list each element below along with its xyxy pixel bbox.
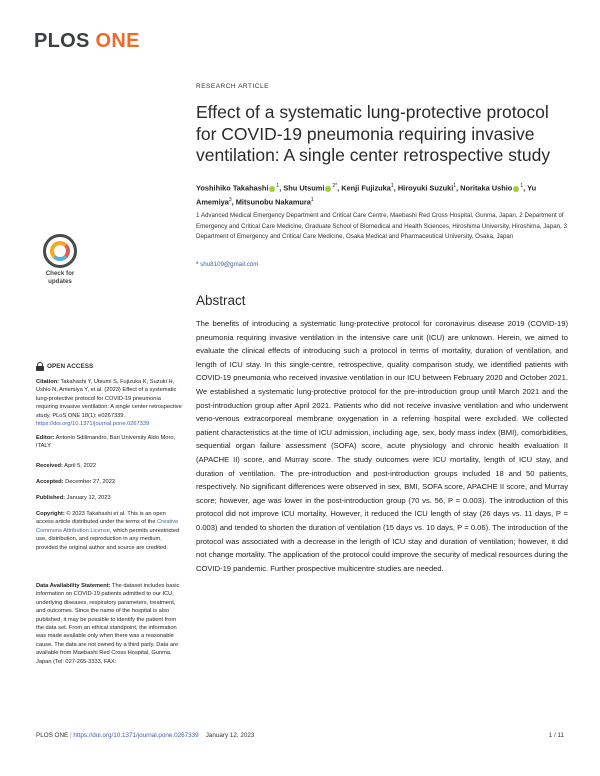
abstract-text: The benefits of introducing a systematic lung-protective protocol for coronavirus disease 2019 (COVID-19) pneumonia requiring invasive ventilation in the intensive care unit (ICU) are unknown. Herein, we aimed to evaluate the clinical effects of introducing such a protocol in terms of mortality, duration of ventilation, and length of ICU stay. In this single-centre, retrospective, quality comparison study, we identified patients with COVID-19 pneumonia who received invasive ventilation in our ICU between February 2020 and October 2021. We established a systematic lung-protective protocol for the pre-introduction group until March 2021 and the post-introduction group after April 2021. Patients who did not receive invasive ventilation and who underwent veno-venous extracorporeal membrane oxygenation in a referring hospital were excluded. We collected patient characteristics at the time of ICU admission, including age, sex, body mass index (BMI), comorbidities, sequential organ failure assessment (SOFA) score, acute physiology and chronic health evaluation II (APACHE II) score, and Murray score. The study outcomes were ICU mortality, length of ICU stay, and duration of ventilation. The pre-introduction and post-introduction groups included 18 and 50 patients, respectively. No significant differences were observed in sex, BMI, SOFA score, APACHE II score, and Murray score; however, age was lower in the post-introduction group (70 vs. 56, P = 0.003). The introduction of this protocol did not improve ICU mortality. However, it reduced the ICU length of stay (26 days vs. 11 days, P = 0.003) and tended to shorten the duration of ventilation (15 days vs. 10 days, P = 0.06). The introduction of the protocol was associated with a decrease in the length of ICU stay and duration of ventilation; however, it did not change mortality. The application of the protocol could improve the security of medical resources during the COVID-19 pandemic. Further prospective multicentre studies are needed. [196,319,569,573]
license-link[interactable]: Creative Commons Attribution License [36,519,179,534]
author-name: Mitsunobu Nakamura [235,197,311,207]
author-name: Yu Amemiya [196,183,537,207]
editor: Editor: Antonio Sdilimandro, Bari University Aldo Moro, ITALY [36,435,176,450]
author-affiliation-marker: 1 [310,197,314,204]
page-number: 1 / 11 [548,732,564,739]
data-availability: Data Availability Statement: The dataset includes basic information on COVID-19 patients admitted to our ICU, underlying diseases, respiratory parameters, treatment, and outcomes. Since the name of the hospital is also published, it may be possible to identify the patient from the data set. From an ethical standpoint, the information was made available only when there was a reasonable cause. The data are not owned by a third party. Data are available from Maebashi Red Cross Hospital, Gunma, Japan (Tel: 027-265-3333, FAX: [36,583,180,665]
orcid-icon[interactable] [269,186,275,192]
orcid-icon[interactable] [513,186,519,192]
article-title: Effect of a systematic lung-protective protocol for COVID-19 pneumonia requiring invasive ventilation: A single center retrospective study [196,102,551,165]
check-for-updates-icon [43,234,77,268]
author-affiliation-marker: 1 [520,183,524,189]
affiliations: 1 Advanced Medical Emergency Department and Critical Care Centre, Maebashi Red Cross Hospital, Gunma, Japan, 2 Department of Emergency and Critical Care Medicine, Graduate School of Biomedical and Health Sciences, Hiroshima University, Hiroshima, Japan, 3 Department of Emergency and Critical Care Medicine, Osaka Medical and Pharmaceutical University, Osaka, Japan [196,212,567,240]
check-for-updates-badge[interactable]: Check for updates [36,234,84,285]
orcid-icon[interactable] [325,186,331,192]
author-affiliation-marker: 1 [453,183,457,189]
author-name: Shu Utsumi [283,183,325,193]
accepted-date: Accepted: December 27, 2022 [36,479,116,485]
citation: Citation: Takahashi Y, Utsumi S, Fujizuka K, Suzuki H, Ushio N, Amemiya Y, et al. (2023) Effect of a systematic lung-protective protocol for COVID-19 pneumonia requiring invasive ventilation: A single center retrospective study. PLoS ONE 18(1): e0267339. https://doi.org/10.1371/journal.pone.0267339 [36,379,182,428]
unlock-icon [36,362,44,371]
author-name: Noritaka Ushio [460,183,513,193]
copyright: Copyright: © 2023 Takahashi et al. This is an open access article distributed under the terms of the Creative Commons Attribution License, which permits unrestricted use, distribution, and reproduction in any medium, provided the original author and source are credited. [36,511,180,551]
author-list: Yoshihiko Takahashi $^1$, Shu Utsumi $^{2*}$, Kenji Fujizuka$^1$, Hiroyuki Suzuki$^1$, Noritaka Ushio $^1$, Yu Amemiya$^3$, Mitsunobu Nakamura$^1$ [196,183,537,207]
author-affiliation-marker: 3 [228,197,232,204]
open-access-label: OPEN ACCESS [36,362,93,371]
published-date: Published: January 12, 2023 [36,495,111,501]
author-name: Kenji Fujizuka [341,183,391,193]
author-name: Yoshihiko Takahashi [196,183,269,193]
author-affiliation-marker: 1 [390,183,394,189]
page-footer: PLOS ONE | https://doi.org/10.1371/journal.pone.0267339 January 12, 2023 1 / 11 [36,732,564,739]
author-affiliation-marker: 1 [276,183,280,189]
author-name: Hiroyuki Suzuki [397,183,454,193]
author-affiliation-marker: 2* [332,183,338,189]
footer-doi-link[interactable]: https://doi.org/10.1371/journal.pone.0267339 [73,732,199,739]
article-type: RESEARCH ARTICLE [196,83,269,90]
email-link[interactable]: shu8109@gmail.com [200,261,259,268]
corresponding-author: * shu8109@gmail.com [196,261,259,268]
received-date: Received: April 5, 2022 [36,463,97,469]
abstract-heading: Abstract [196,293,246,308]
citation-doi-link[interactable]: https://doi.org/10.1371/journal.pone.0267339 [36,421,150,428]
journal-logo: PLOS ONE [34,30,140,52]
